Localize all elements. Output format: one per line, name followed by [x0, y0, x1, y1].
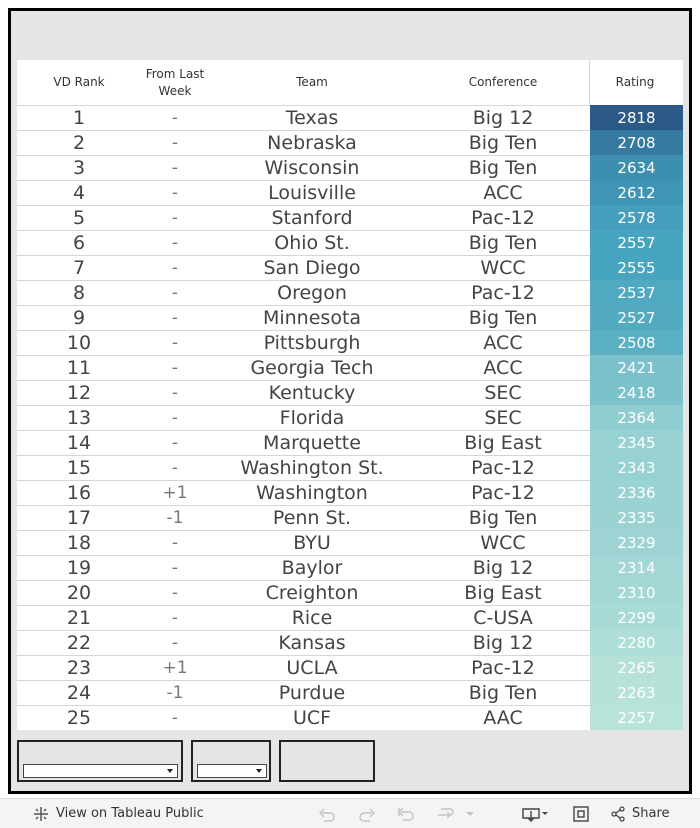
rank-cell: 18 [66, 532, 92, 554]
rating-cell: 2257 [590, 705, 683, 730]
team-cell: UCLA [286, 657, 338, 679]
rating-cell: 2818 [590, 105, 683, 130]
rank-cell: 5 [72, 207, 86, 229]
change-cell: - [171, 308, 179, 328]
rating-cell: 2418 [590, 380, 683, 405]
conference-cell: Pac-12 [471, 482, 535, 504]
rating-cell: 2345 [590, 430, 683, 455]
table-row[interactable] [17, 130, 683, 155]
conference-cell: WCC [480, 257, 526, 279]
revert-icon[interactable] [397, 799, 415, 828]
rating-cell: 2329 [590, 530, 683, 555]
header-vd-rank[interactable]: VD Rank [53, 75, 105, 89]
table-row[interactable] [17, 480, 683, 505]
table-row[interactable] [17, 180, 683, 205]
rating-cell: 2364 [590, 405, 683, 430]
rating-cell: 2335 [590, 505, 683, 530]
change-cell: +1 [162, 483, 188, 503]
filter-dropdown-2[interactable] [197, 764, 267, 778]
table-row[interactable] [17, 580, 683, 605]
share-icon [610, 806, 626, 822]
change-cell: -1 [166, 683, 184, 703]
filter-control-3[interactable] [279, 740, 375, 782]
team-cell: Wisconsin [264, 157, 360, 179]
redo-icon[interactable] [358, 799, 376, 828]
conference-cell: Big Ten [468, 157, 538, 179]
team-cell: Oregon [277, 282, 347, 304]
chevron-down-icon [167, 769, 173, 773]
view-on-tableau-link[interactable] [33, 799, 204, 828]
team-cell: Washington St. [240, 457, 384, 479]
table-row[interactable] [17, 705, 683, 730]
conference-cell: WCC [480, 532, 526, 554]
team-cell: Pittsburgh [263, 332, 361, 354]
team-cell: Stanford [271, 207, 353, 229]
table-row[interactable] [17, 655, 683, 680]
change-cell: - [171, 333, 179, 353]
rank-cell: 4 [72, 182, 86, 204]
table-row[interactable] [17, 280, 683, 305]
rank-cell: 6 [72, 232, 86, 254]
conference-cell: C-USA [473, 607, 533, 629]
team-cell: Texas [285, 107, 339, 129]
filter-control-2[interactable] [191, 740, 271, 782]
table-row[interactable] [17, 105, 683, 130]
table-row[interactable] [17, 230, 683, 255]
change-cell: - [171, 183, 179, 203]
conference-cell: Big Ten [468, 507, 538, 529]
change-cell: - [171, 583, 179, 603]
view-on-tableau-label: View on Tableau Public [56, 806, 204, 821]
refresh-icon[interactable] [436, 799, 454, 828]
conference-cell: Big 12 [472, 107, 534, 129]
rank-cell: 12 [66, 382, 92, 404]
change-cell: - [171, 408, 179, 428]
change-cell: - [171, 233, 179, 253]
table-row[interactable] [17, 330, 683, 355]
team-cell: BYU [293, 532, 331, 554]
conference-cell: Big Ten [468, 682, 538, 704]
rating-cell: 2299 [590, 605, 683, 630]
table-row[interactable] [17, 455, 683, 480]
change-cell: - [171, 533, 179, 553]
rating-cell: 2527 [590, 305, 683, 330]
table-row[interactable] [17, 430, 683, 455]
rating-cell: 2555 [590, 255, 683, 280]
team-cell: Marquette [263, 432, 361, 454]
change-cell: -1 [166, 508, 184, 528]
change-cell: - [171, 383, 179, 403]
rank-cell: 22 [66, 632, 92, 654]
conference-cell: Big 12 [472, 632, 534, 654]
team-cell: UCF [292, 707, 332, 729]
change-cell: - [171, 633, 179, 653]
rating-cell: 2508 [590, 330, 683, 355]
rank-cell: 16 [66, 482, 92, 504]
rank-cell: 15 [66, 457, 92, 479]
rank-cell: 2 [72, 132, 86, 154]
table-row[interactable] [17, 405, 683, 430]
team-cell: Purdue [278, 682, 346, 704]
change-cell: - [171, 358, 179, 378]
conference-cell: AAC [483, 707, 523, 729]
table-row[interactable] [17, 605, 683, 630]
team-cell: Georgia Tech [250, 357, 374, 379]
rating-cell: 2557 [590, 230, 683, 255]
change-cell: +1 [162, 658, 188, 678]
conference-cell: ACC [483, 357, 523, 379]
change-cell: - [171, 158, 179, 178]
pause-dropdown-icon[interactable] [465, 799, 475, 828]
filter-control-1[interactable] [17, 740, 183, 782]
team-cell: Washington [256, 482, 368, 504]
change-cell: - [171, 608, 179, 628]
table-row[interactable] [17, 505, 683, 530]
rating-cell: 2336 [590, 480, 683, 505]
header-team[interactable]: Team [296, 75, 328, 89]
rating-cell: 2421 [590, 355, 683, 380]
conference-cell: Pac-12 [471, 457, 535, 479]
download-icon[interactable] [521, 799, 549, 828]
change-cell: - [171, 283, 179, 303]
change-cell: - [171, 133, 179, 153]
table-row[interactable] [17, 380, 683, 405]
table-header [17, 60, 683, 105]
rating-cell: 2263 [590, 680, 683, 705]
team-cell: Ohio St. [274, 232, 350, 254]
rank-cell: 7 [72, 257, 86, 279]
rank-cell: 25 [66, 707, 92, 729]
table-row[interactable] [17, 155, 683, 180]
conference-cell: Pac-12 [471, 207, 535, 229]
team-cell: Creighton [265, 582, 359, 604]
table-row[interactable] [17, 680, 683, 705]
share-label: Share [632, 806, 670, 821]
filter-dropdown-1[interactable] [23, 764, 178, 778]
team-cell: Kansas [278, 632, 346, 654]
team-cell: Baylor [281, 557, 343, 579]
team-cell: Louisville [268, 182, 356, 204]
conference-cell: Pac-12 [471, 657, 535, 679]
change-cell: - [171, 708, 179, 728]
undo-icon[interactable] [318, 799, 336, 828]
team-cell: San Diego [263, 257, 361, 279]
chevron-down-icon [256, 769, 262, 773]
rating-cell: 2634 [590, 155, 683, 180]
fullscreen-icon[interactable] [572, 799, 590, 828]
team-cell: Nebraska [267, 132, 357, 154]
rank-cell: 24 [66, 682, 92, 704]
change-cell: - [171, 558, 179, 578]
rank-cell: 17 [66, 507, 92, 529]
conference-cell: Big East [464, 582, 542, 604]
tableau-toolbar [0, 798, 700, 828]
conference-cell: Big Ten [468, 307, 538, 329]
rank-cell: 1 [72, 107, 86, 129]
change-cell: - [171, 458, 179, 478]
team-cell: Rice [291, 607, 333, 629]
conference-cell: Big Ten [468, 132, 538, 154]
conference-cell: ACC [483, 182, 523, 204]
rating-cell: 2265 [590, 655, 683, 680]
rank-cell: 8 [72, 282, 86, 304]
table-row[interactable] [17, 205, 683, 230]
change-cell: - [171, 108, 179, 128]
conference-cell: SEC [484, 382, 522, 404]
rating-cell: 2537 [590, 280, 683, 305]
conference-cell: ACC [483, 332, 523, 354]
rating-cell: 2708 [590, 130, 683, 155]
table-row[interactable] [17, 530, 683, 555]
rating-cell: 2280 [590, 630, 683, 655]
rating-cell: 2578 [590, 205, 683, 230]
rank-cell: 20 [66, 582, 92, 604]
rank-cell: 9 [72, 307, 86, 329]
rating-cell: 2310 [590, 580, 683, 605]
header-divider [589, 60, 590, 105]
rank-cell: 23 [66, 657, 92, 679]
share-button[interactable] [610, 799, 670, 828]
team-cell: Kentucky [268, 382, 356, 404]
change-cell: - [171, 208, 179, 228]
table-row[interactable] [17, 630, 683, 655]
rank-cell: 11 [66, 357, 92, 379]
conference-cell: Big Ten [468, 232, 538, 254]
table-row[interactable] [17, 255, 683, 280]
change-cell: - [171, 433, 179, 453]
rank-cell: 10 [66, 332, 92, 354]
team-cell: Florida [279, 407, 345, 429]
rating-cell: 2343 [590, 455, 683, 480]
rating-cell: 2612 [590, 180, 683, 205]
header-from-last-week[interactable]: From Last Week [145, 66, 205, 98]
change-cell: - [171, 258, 179, 278]
rank-cell: 3 [72, 157, 86, 179]
rank-cell: 14 [66, 432, 92, 454]
tableau-icon [33, 806, 49, 822]
rating-cell: 2314 [590, 555, 683, 580]
table-row[interactable] [17, 305, 683, 330]
header-rating[interactable]: Rating [615, 75, 655, 89]
rank-cell: 19 [66, 557, 92, 579]
table-row[interactable] [17, 555, 683, 580]
conference-cell: Big 12 [472, 557, 534, 579]
conference-cell: Big East [464, 432, 542, 454]
rank-cell: 13 [66, 407, 92, 429]
rank-cell: 21 [66, 607, 92, 629]
table-row[interactable] [17, 355, 683, 380]
team-cell: Penn St. [272, 507, 352, 529]
conference-cell: Pac-12 [471, 282, 535, 304]
conference-cell: SEC [484, 407, 522, 429]
team-cell: Minnesota [262, 307, 362, 329]
header-conference[interactable]: Conference [468, 75, 538, 89]
